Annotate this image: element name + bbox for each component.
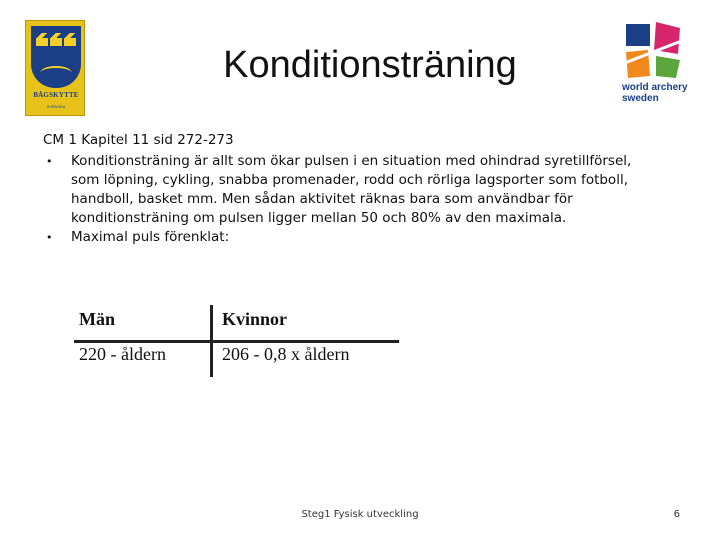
max-pulse-table — [74, 305, 399, 377]
crown-icon — [64, 38, 76, 46]
logo-right-line1: world archery — [622, 82, 688, 93]
crest-shield — [31, 26, 81, 88]
world-archery-target-icon — [620, 20, 686, 82]
slide-body — [43, 131, 663, 247]
table-header-men: Män — [79, 309, 115, 329]
bullet-item — [43, 152, 663, 228]
logo-left-name: BÅGSKYTTE — [33, 91, 79, 99]
swedish-archery-crest-icon — [25, 20, 85, 116]
bullet-text: Konditionsträning är allt som ökar pulsen i en situation med ohindrad syretillförsel, som löpning, cykling, snabba promenader, rodd och rörliga lagsporter som fotboll, handboll, basket mm. Men sådan aktivitet räknas bara som användbar för konditionsträning om pulsen ligger mellan 50 och 80% av den maximala. — [71, 153, 632, 226]
world-archery-sweden-logo-icon — [620, 20, 690, 115]
crown-icon — [36, 38, 48, 46]
table-header-women: Kvinnor — [222, 309, 288, 329]
page-number: 6 — [673, 509, 680, 520]
slide-title: Konditionsträning — [223, 44, 517, 86]
table-divider-horizontal — [74, 340, 399, 343]
bow-icon — [40, 66, 72, 80]
bullet-dot: • — [46, 155, 53, 168]
crown-icon — [50, 38, 62, 46]
table-cell-men: 220 - åldern — [79, 344, 166, 364]
bullet-dot: • — [46, 231, 53, 244]
bullet-item — [43, 228, 663, 247]
table-cell-women: 206 - 0,8 x åldern — [222, 344, 350, 364]
logo-right-line2: sweden — [622, 93, 659, 104]
slide-footer: Steg1 Fysisk utveckling — [301, 509, 419, 520]
chapter-reference: CM 1 Kapitel 11 sid 272-273 — [43, 132, 234, 148]
logo-left-sub: SVENSKA — [46, 104, 66, 109]
bullet-text: Maximal puls förenklat: — [71, 229, 230, 245]
